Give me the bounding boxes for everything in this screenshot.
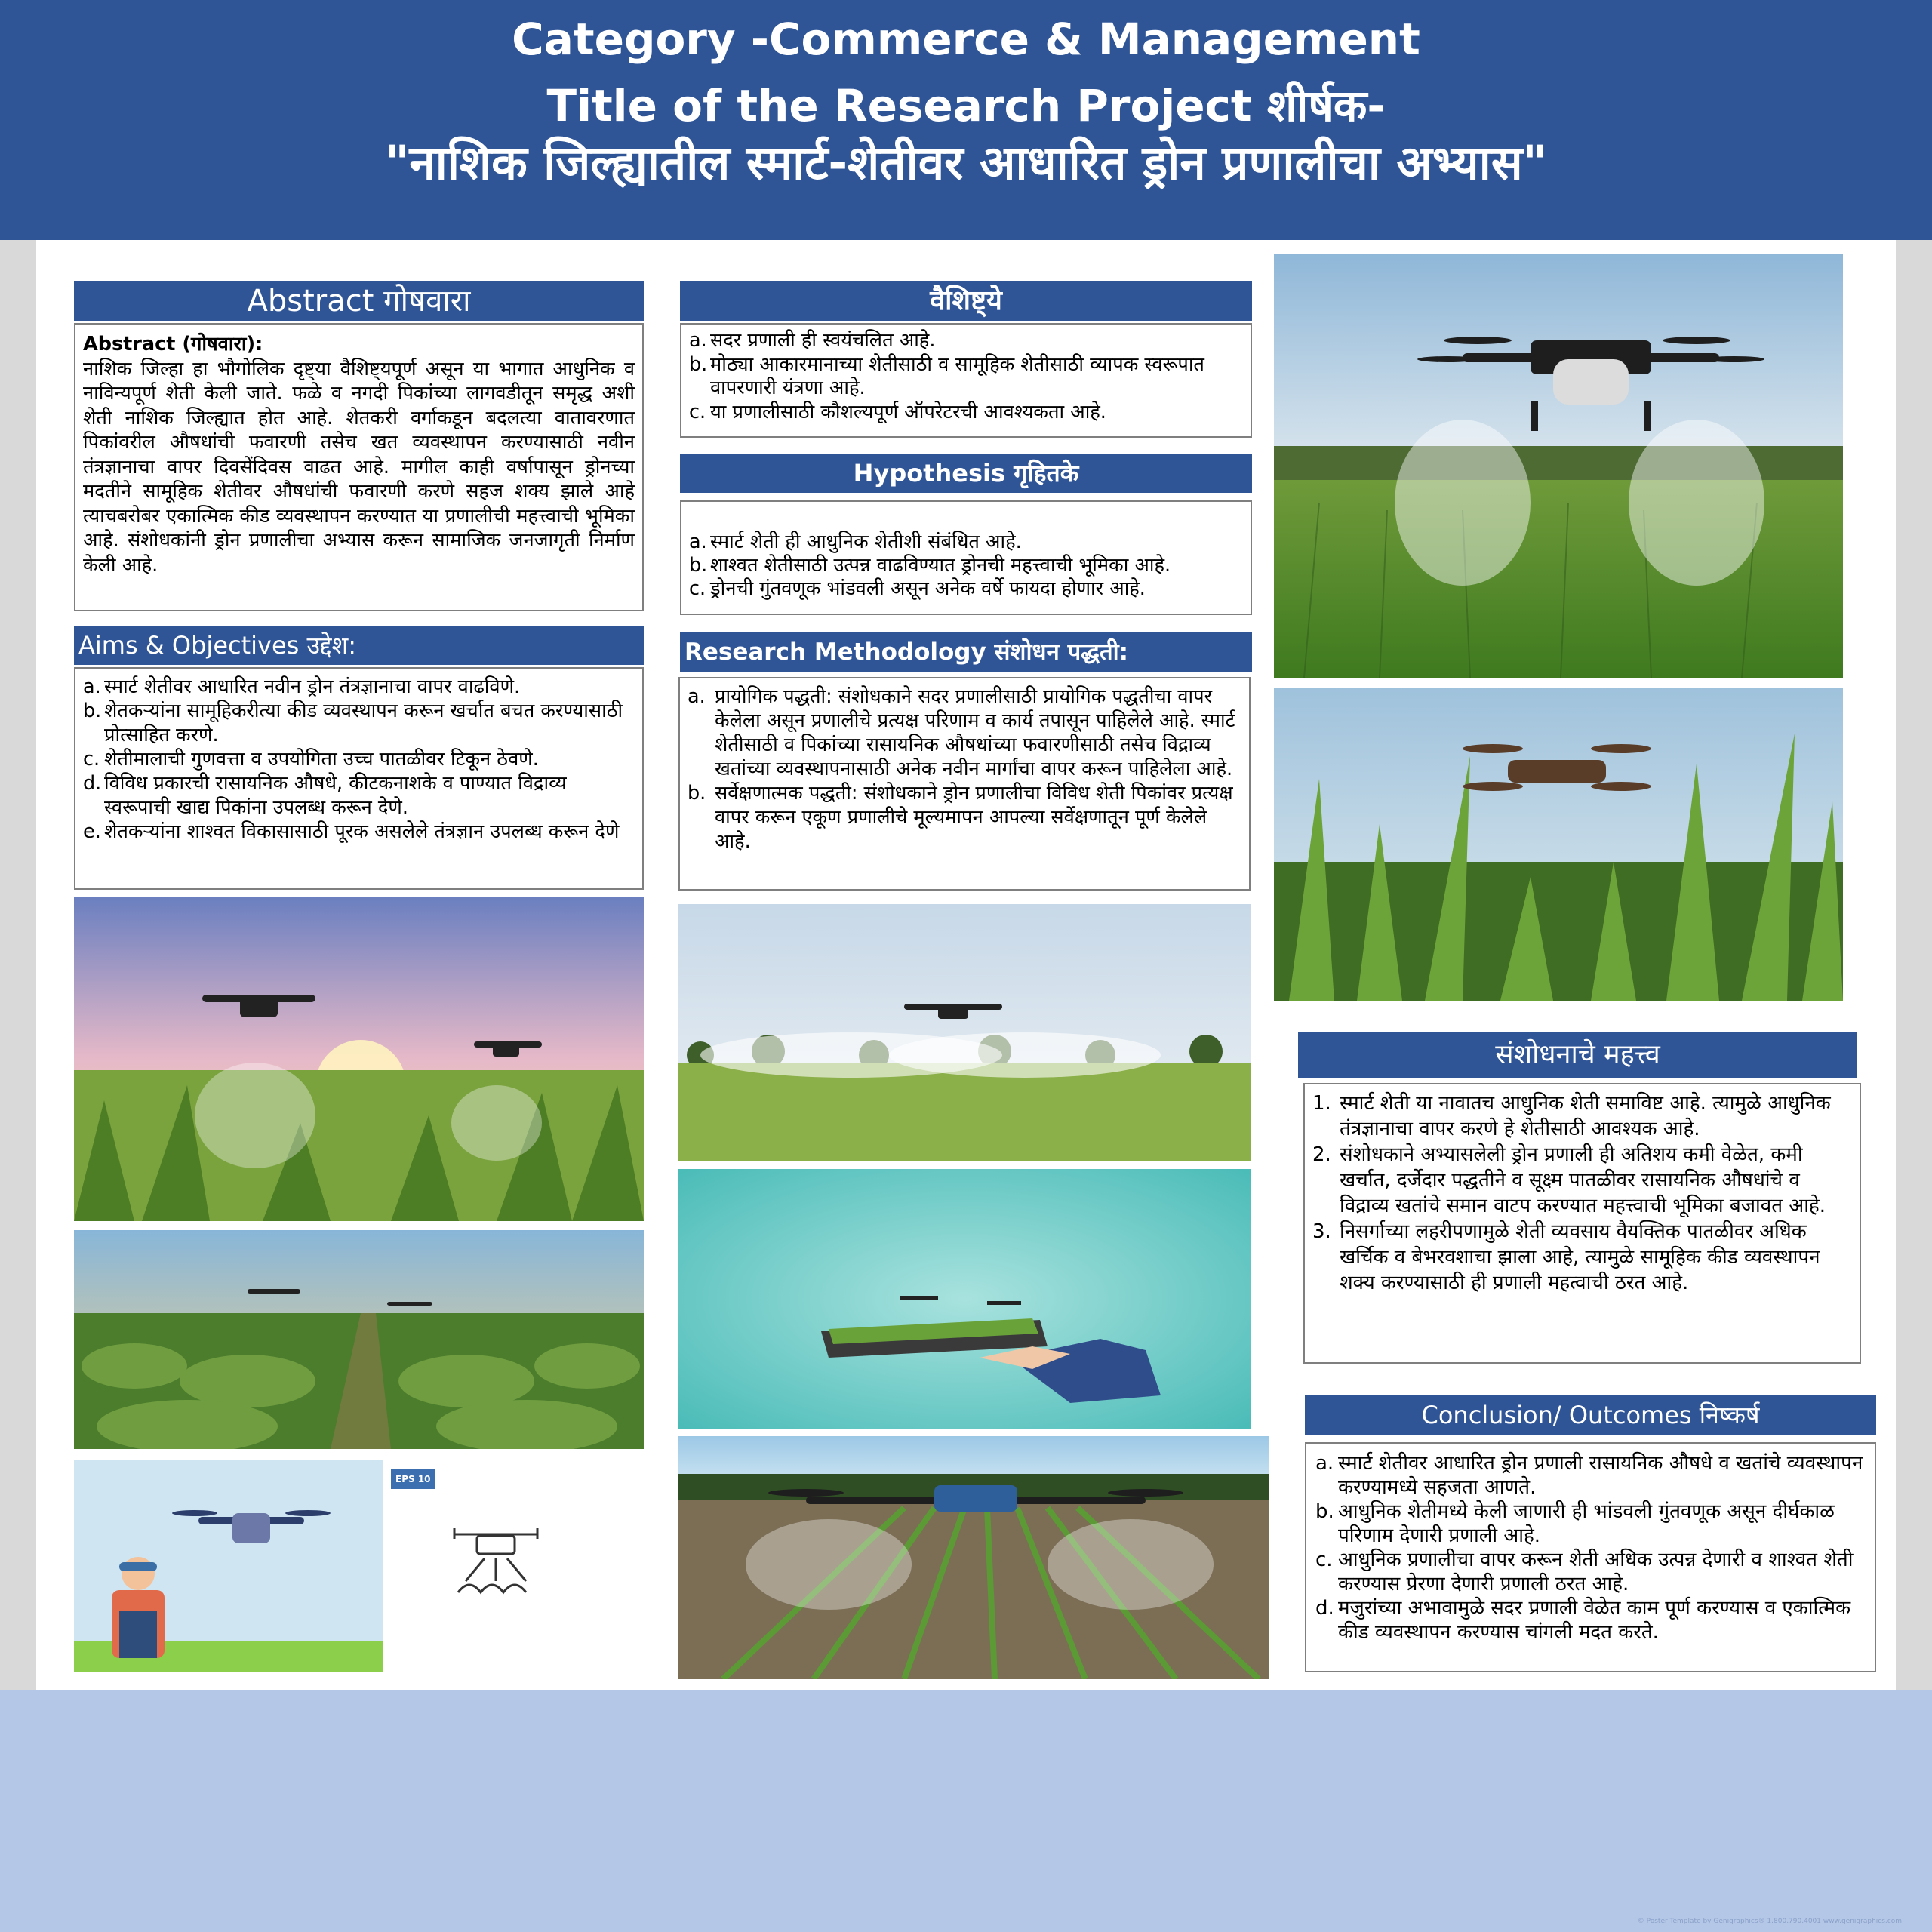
conclusion-item-text: स्मार्ट शेतीवर आधारित ड्रोन प्रणाली रासायनिक औषधे व खतांचे व्यवस्थापन करण्यामध्ये सहजता आणते. <box>1338 1452 1863 1499</box>
features-item-marker: b. <box>689 352 708 376</box>
abstract-label: Abstract (गोषवारा): <box>83 333 263 355</box>
aims-box <box>74 667 644 890</box>
drones-sunset-corn-photo <box>74 897 644 1221</box>
abstract-box <box>74 323 644 611</box>
features-item-text: मोठ्या आकारमानाच्या शेतीसाठी व सामूहिक शेतीसाठी व्यापक स्वरूपात वापरणारी यंत्रणा आहे. <box>710 352 1204 399</box>
aims-item <box>83 820 635 844</box>
conclusion-item <box>1315 1548 1866 1596</box>
conclusion-item-marker: a. <box>1315 1452 1334 1475</box>
conclusion-item-marker: b. <box>1315 1500 1334 1523</box>
drone-over-corn-photo <box>1274 688 1843 1001</box>
methodology-list <box>688 685 1241 854</box>
hypothesis-item-text: शाश्वत शेतीसाठी उत्पन्न वाढविण्यात ड्रोनची महत्त्वाची भूमिका आहे. <box>710 554 1171 577</box>
methodology-heading: Research Methodology संशोधन पद्धती: <box>680 632 1252 672</box>
significance-item <box>1312 1091 1852 1142</box>
project-title-label: Title of the Research Project शीर्षक- <box>546 80 1386 131</box>
farmer-drone-illustration <box>74 1460 383 1672</box>
aims-item-marker: b. <box>83 700 102 722</box>
abstract-text: नाशिक जिल्हा हा भौगोलिक दृष्ट्या वैशिष्ट्यपूर्ण असून या भागात आधुनिक व नाविन्यपूर्ण शेती केली जाते. फळे व नगदी पिकांच्या लागवडीतून समृद्ध अशी शेती नाशिक जिल्ह्यात होत आहे. शेतकरी वर्गाकडून बदलत्या वातावरणात पिकांवरील औषधांची फवारणी तसेच खत व्यवस्थापन करण्यासाठी नवीन तंत्रज्ञानाचा वापर दिवसेंदिवस वाढत आहे. मागील काही वर्षापासून ड्रोनच्या मदतीने सामूहिक शेतीवर औषधांची फवारणी करणे सहज शक्य झाले आहे त्याचबरोबर एकात्मिक कीड व्यवस्थापन करण्यात या प्रणालीची महत्त्वाची भूमिका आहे. संशोधकांनी ड्रोन प्रणालीचा अभ्यास करून सामाजिक जनजागृती निर्माण केली आहे. <box>83 357 635 577</box>
features-item <box>689 401 1243 425</box>
significance-item-marker: 1. <box>1312 1092 1331 1115</box>
category-title: Category -Commerce & Management <box>512 14 1420 65</box>
methodology-item <box>688 781 1241 854</box>
conclusion-item <box>1315 1500 1866 1548</box>
methodology-item-marker: a. <box>688 685 706 708</box>
conclusion-item-marker: c. <box>1315 1549 1333 1571</box>
significance-item-text: निसर्गाच्या लहरीपणामुळे शेती व्यवसाय वैयक्तिक पातळीवर अधिक खर्चिक व बेभरवशाचा झाला आहे, त्यामुळे सामूहिक कीड व्यवस्थापन शक्य करण्यासाठी ही प्रणाली महत्वाची ठरत आहे. <box>1340 1220 1820 1294</box>
abstract-heading: Abstract गोषवारा <box>74 281 644 321</box>
features-item-marker: c. <box>689 400 706 423</box>
features-heading: वैशिष्ट्ये <box>680 281 1252 321</box>
template-credit: © Poster Template by Genigraphics® 1.800.790.4001 www.genigraphics.com <box>1637 1918 1902 1925</box>
tablet-drone-illustration <box>678 1169 1251 1429</box>
hypothesis-heading: Hypothesis गृहितके <box>680 454 1252 493</box>
methodology-item-text: प्रायोगिक पद्धती: संशोधकाने सदर प्रणालीसाठी प्रायोगिक पद्धतीचा वापर केलेला असून प्रणालीचे प्रत्यक्ष परिणाम व कार्य तपासून पाहिलेले आहे. स्मार्ट शेतीसाठी व पिकांच्या रासायनिक औषधांच्या फवारणीसाठी तसेच विद्राव्य खतांच्या व्यवस्थापनासाठी अनेक नवीन मार्गांचा वापर करून पाहिलेला आहे. <box>715 685 1235 780</box>
methodology-item-marker: b. <box>688 782 706 804</box>
significance-item <box>1312 1142 1852 1219</box>
significance-item-marker: 3. <box>1312 1220 1331 1243</box>
conclusion-box <box>1305 1442 1876 1672</box>
aims-heading: Aims & Objectives उद्देश: <box>74 626 644 665</box>
hypothesis-item <box>689 531 1243 554</box>
significance-item-text: संशोधकाने अभ्यासलेली ड्रोन प्रणाली ही अतिशय कमी वेळेत, कमी खर्चात, दर्जेदार पद्धतीने व सूक्ष्म पातळीवर रासायनिक औषधांचे व विद्राव्य खतांचे समान वाटप करण्यात महत्त्वाची भूमिका बजावत आहे. <box>1340 1143 1826 1217</box>
aims-item <box>83 747 635 771</box>
conclusion-item-marker: d. <box>1315 1597 1334 1620</box>
drone-spraying-field-photo <box>1274 254 1843 678</box>
hypothesis-item <box>689 577 1243 601</box>
significance-item-marker: 2. <box>1312 1143 1331 1166</box>
conclusion-item-text: आधुनिक प्रणालीचा वापर करून शेती अधिक उत्पन्न देणारी व शाश्वत शेती करण्यास प्रेरणा देणारी प्रणाली ठरत आहे. <box>1338 1549 1854 1595</box>
right-margin <box>1896 240 1932 1690</box>
aims-item-text: शेतकऱ्यांना शाश्वत विकासासाठी पूरक असलेले तंत्रज्ञान उपलब्ध करून देणे <box>104 820 620 843</box>
drone-spraying-corn-photo <box>678 904 1251 1161</box>
aims-item-marker: c. <box>83 748 100 771</box>
aims-item-text: स्मार्ट शेतीवर आधारित नवीन ड्रोन तंत्रज्ञानाचा वापर वाढविणे. <box>104 675 521 698</box>
aims-list <box>83 675 635 844</box>
hypothesis-item-marker: c. <box>689 577 706 600</box>
conclusion-item-text: आधुनिक शेतीमध्ये केली जाणारी ही भांडवली गुंतवणूक असून दीर्घकाळ परिणाम देणारी प्रणाली आहे. <box>1338 1500 1835 1547</box>
drone-over-rows-photo <box>678 1436 1269 1679</box>
hypothesis-item-marker: b. <box>689 554 708 577</box>
aims-item-text: शेतकऱ्यांना सामूहिकरीत्या कीड व्यवस्थापन करून खर्चात बचत करण्यासाठी प्रोत्साहित करणे. <box>104 700 623 746</box>
features-item <box>689 353 1243 401</box>
hypothesis-list <box>689 531 1243 601</box>
left-margin <box>0 240 36 1690</box>
drones-over-crops-photo <box>74 1230 644 1449</box>
conclusion-list <box>1315 1451 1866 1644</box>
hypothesis-item-text: ड्रोनची गुंतवणूक भांडवली असून अनेक वर्षे फायदा होणार आहे. <box>710 577 1146 600</box>
aims-item-marker: a. <box>83 675 101 698</box>
aims-item-text: शेतीमालाची गुणवत्ता व उपयोगिता उच्च पातळीवर टिकून ठेवणे. <box>104 748 539 771</box>
conclusion-item <box>1315 1451 1866 1500</box>
poster-header <box>0 0 1932 240</box>
conclusion-heading: Conclusion/ Outcomes निष्कर्ष <box>1305 1395 1876 1435</box>
significance-heading: संशोधनाचे महत्त्व <box>1298 1032 1857 1078</box>
hypothesis-box <box>680 500 1252 615</box>
eps-badge: EPS 10 <box>391 1469 435 1489</box>
hypothesis-item-text: स्मार्ट शेती ही आधुनिक शेतीशी संबंधित आहे. <box>710 531 1022 553</box>
aims-item-text: विविध प्रकारची रासायनिक औषधे, कीटकनाशके व पाण्यात विद्राव्य स्वरूपाची खाद्य पिकांना उपलब्ध करून देणे. <box>104 772 567 819</box>
conclusion-item-text: मजुरांच्या अभावामुळे सदर प्रणाली वेळेत काम पूर्ण करण्यास व एकात्मिक कीड व्यवस्थापन करण्यास चांगली मदत करते. <box>1338 1597 1851 1644</box>
significance-list <box>1312 1091 1852 1296</box>
hypothesis-item-marker: a. <box>689 531 707 553</box>
methodology-item <box>688 685 1241 781</box>
features-list <box>689 329 1243 424</box>
features-box <box>680 323 1252 438</box>
significance-item-text: स्मार्ट शेती या नावातच आधुनिक शेती समाविष्ट आहे. त्यामुळे आधुनिक तंत्रज्ञानाचा वापर करणे हे शेतीसाठी आवश्यक आहे. <box>1340 1092 1831 1140</box>
hypothesis-item <box>689 554 1243 577</box>
project-title: "नाशिक जिल्ह्यातील स्मार्ट-शेतीवर आधारित ड्रोन प्रणालीचा अभ्यास" <box>385 135 1547 190</box>
aims-item-marker: d. <box>83 772 102 795</box>
features-item <box>689 329 1243 353</box>
features-item-marker: a. <box>689 329 707 352</box>
significance-box <box>1303 1083 1861 1364</box>
aims-item <box>83 675 635 699</box>
features-item-text: सदर प्रणाली ही स्वयंचलित आहे. <box>710 329 936 352</box>
methodology-box <box>678 677 1251 891</box>
drone-line-icon-panel <box>386 1460 644 1672</box>
features-item-text: या प्रणालीसाठी कौशल्यपूर्ण ऑपरेटरची आवश्यकता आहे. <box>710 400 1106 423</box>
methodology-item-text: सर्वेक्षणात्मक पद्धती: संशोधकाने ड्रोन प्रणालीचा विविध शेती पिकांवर प्रत्यक्ष वापर करून एकूण प्रणालीचे मूल्यमापन आपल्या सर्वेक्षणातून पूर्ण केलेले आहे. <box>715 782 1233 853</box>
significance-item <box>1312 1219 1852 1296</box>
conclusion-item <box>1315 1596 1866 1644</box>
aims-item <box>83 771 635 820</box>
aims-item-marker: e. <box>83 820 101 843</box>
aims-item <box>83 699 635 747</box>
